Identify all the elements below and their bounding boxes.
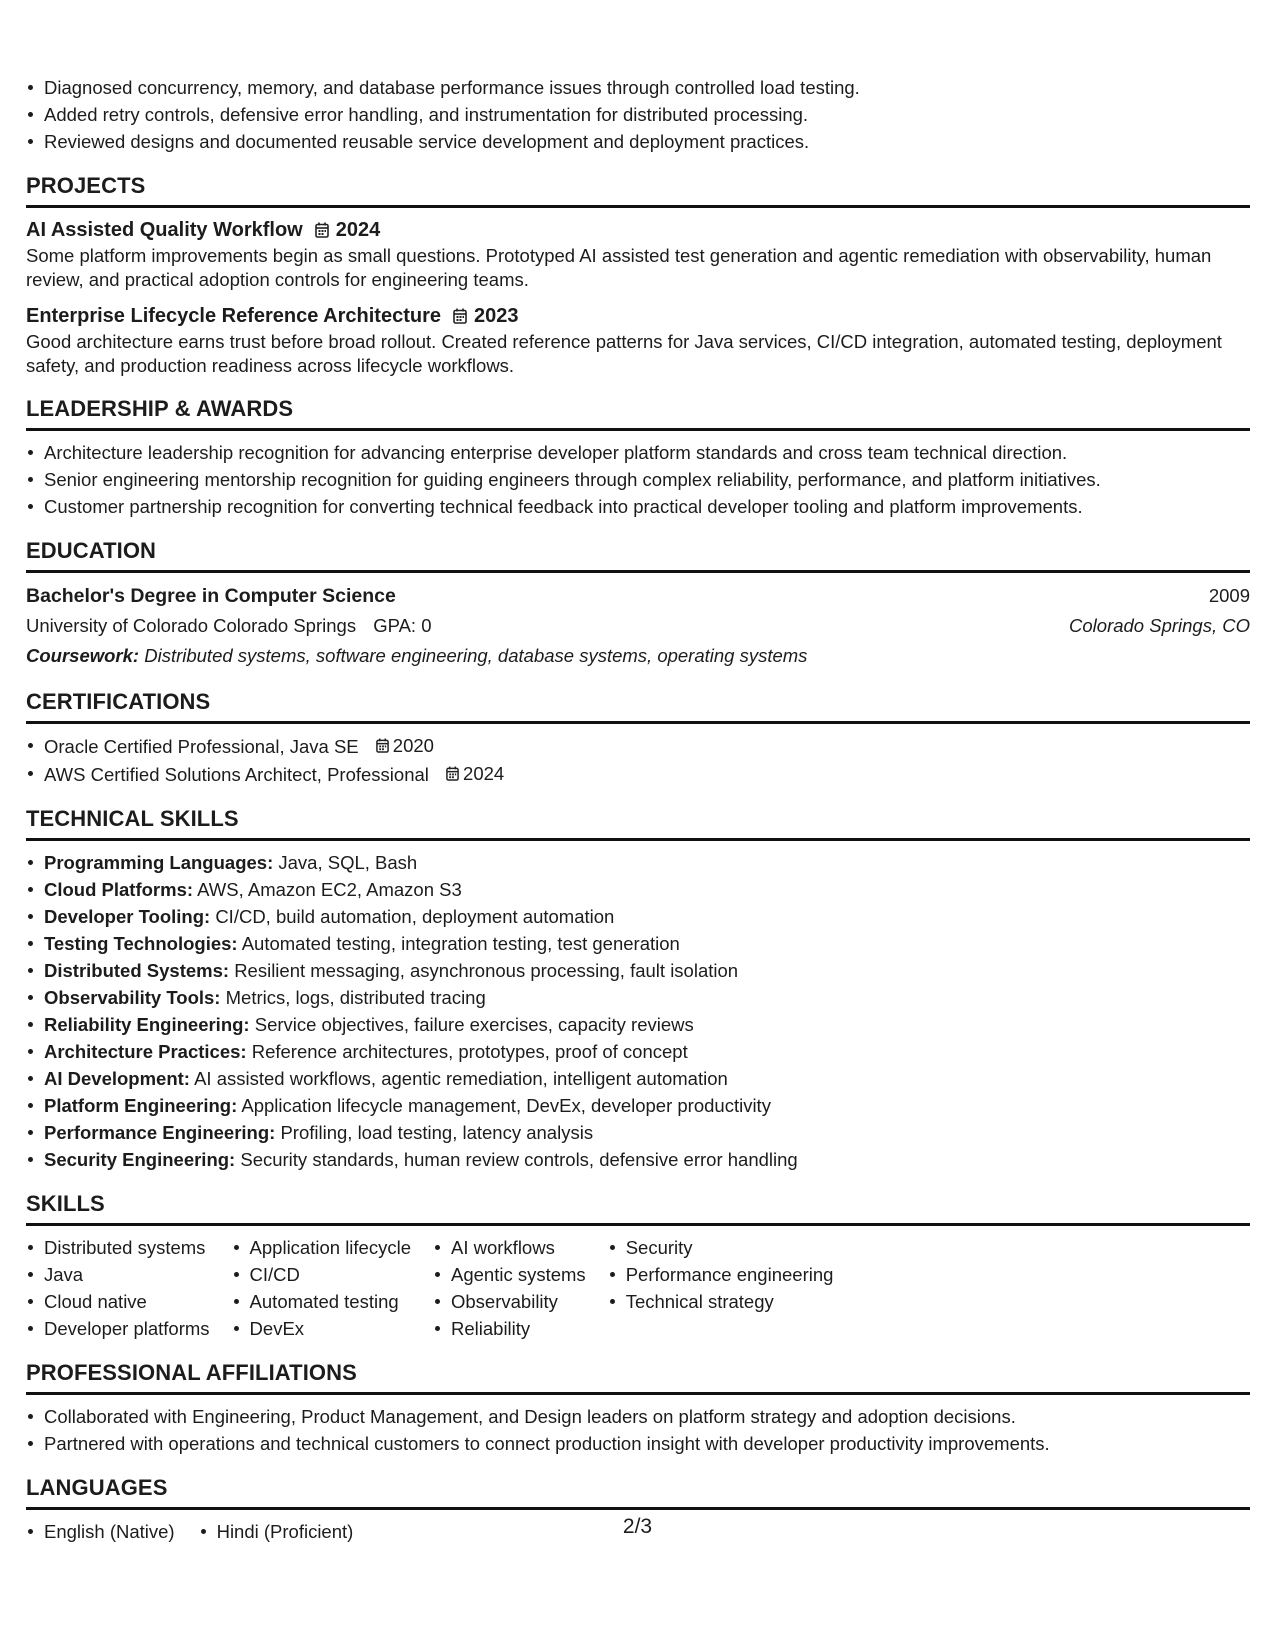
section-title: LANGUAGES bbox=[26, 1473, 1250, 1510]
list-item: Diagnosed concurrency, memory, and database performance issues through controlled load testing. bbox=[26, 74, 1250, 101]
section-title: PROFESSIONAL AFFILIATIONS bbox=[26, 1358, 1250, 1395]
list-item: Collaborated with Engineering, Product Management, and Design leaders on platform strategy and adoption decisions. bbox=[26, 1403, 1250, 1430]
list-item: Added retry controls, defensive error handling, and instrumentation for distributed processing. bbox=[26, 101, 1250, 128]
skill-category: Architecture Practices: bbox=[44, 1041, 247, 1062]
skill-values: Automated testing, integration testing, test generation bbox=[241, 933, 680, 954]
section-title: LEADERSHIP & AWARDS bbox=[26, 394, 1250, 431]
skill-category: AI Development: bbox=[44, 1068, 190, 1089]
list-item: Senior engineering mentorship recognition for guiding engineers through complex reliability, performance, and platform initiatives. bbox=[26, 466, 1250, 493]
list-item: Reviewed designs and documented reusable service development and deployment practices. bbox=[26, 128, 1250, 155]
page-number: 2/3 bbox=[622, 1515, 653, 1538]
calendar-icon bbox=[453, 308, 467, 324]
list-item bbox=[26, 1065, 1250, 1092]
gpa: GPA: 0 bbox=[373, 615, 432, 636]
calendar-icon bbox=[446, 766, 459, 781]
list-item: Cloud native bbox=[26, 1288, 210, 1315]
list-item: Technical strategy bbox=[608, 1288, 834, 1315]
certification-year: 2024 bbox=[463, 763, 505, 784]
skills-section bbox=[26, 1189, 1250, 1342]
list-item bbox=[26, 1092, 1250, 1119]
technical-skills-section bbox=[26, 804, 1250, 1173]
calendar-icon bbox=[376, 738, 389, 753]
calendar-icon bbox=[315, 222, 329, 238]
projects-section bbox=[26, 171, 1250, 378]
list-item: Security bbox=[608, 1234, 834, 1261]
section-title: TECHNICAL SKILLS bbox=[26, 804, 1250, 841]
list-item: AI workflows bbox=[433, 1234, 586, 1261]
skill-values: Application lifecycle management, DevEx, developer productivity bbox=[241, 1095, 771, 1116]
skill-values: Java, SQL, Bash bbox=[278, 852, 418, 873]
skill-category: Testing Technologies: bbox=[44, 933, 238, 954]
skill-values: Security standards, human review controls, defensive error handling bbox=[240, 1149, 798, 1170]
list-item: DevEx bbox=[232, 1315, 411, 1342]
list-item: Partnered with operations and technical customers to connect production insight with developer productivity improvements. bbox=[26, 1430, 1250, 1457]
skill-category: Distributed Systems: bbox=[44, 960, 230, 981]
skill-category: Security Engineering: bbox=[44, 1149, 236, 1170]
list-item: CI/CD bbox=[232, 1261, 411, 1288]
list-item: Reliability bbox=[433, 1315, 586, 1342]
list-item: Agentic systems bbox=[433, 1261, 586, 1288]
resume-page bbox=[26, 74, 1250, 1545]
project-year: 2023 bbox=[474, 305, 519, 327]
coursework-label: Coursework: bbox=[26, 645, 140, 666]
list-item bbox=[26, 930, 1250, 957]
list-item: Customer partnership recognition for converting technical feedback into practical developer tooling and platform improvements. bbox=[26, 493, 1250, 520]
project-description: Good architecture earns trust before broad rollout. Created reference patterns for Java services, CI/CD integration, automated testing, deployment safety, and production readiness across lifecycle workflows. bbox=[26, 331, 1222, 376]
graduation-year: 2009 bbox=[1208, 585, 1250, 606]
project-description: Some platform improvements begin as small questions. Prototyped AI assisted test generation and agentic remediation with observability, human review, and practical adoption controls for engineering teams. bbox=[26, 245, 1212, 290]
skill-category: Programming Languages: bbox=[44, 852, 274, 873]
skills-column bbox=[433, 1234, 586, 1342]
list-item: Architecture leadership recognition for advancing enterprise developer platform standards and cross team technical direction. bbox=[26, 439, 1250, 466]
skill-values: Profiling, load testing, latency analysis bbox=[280, 1122, 594, 1143]
skill-values: Resilient messaging, asynchronous processing, fault isolation bbox=[234, 960, 739, 981]
skill-values: CI/CD, build automation, deployment automation bbox=[215, 906, 615, 927]
skill-category: Platform Engineering: bbox=[44, 1095, 238, 1116]
degree: Bachelor's Degree in Computer Science bbox=[26, 585, 396, 607]
skills-grid bbox=[26, 1234, 1250, 1342]
project-name: AI Assisted Quality Workflow bbox=[26, 219, 303, 241]
affiliations-section bbox=[26, 1358, 1250, 1457]
list-item bbox=[26, 1146, 1250, 1173]
section-title: PROJECTS bbox=[26, 171, 1250, 208]
school-location: Colorado Springs, CO bbox=[1069, 615, 1250, 636]
skill-category: Observability Tools: bbox=[44, 987, 221, 1008]
list-item bbox=[26, 1119, 1250, 1146]
list-item bbox=[26, 984, 1250, 1011]
skill-category: Reliability Engineering: bbox=[44, 1014, 250, 1035]
education-section bbox=[26, 536, 1250, 671]
project-item bbox=[26, 302, 1250, 378]
list-item: Automated testing bbox=[232, 1288, 411, 1315]
certification-name: Oracle Certified Professional, Java SE bbox=[44, 736, 359, 757]
section-title: CERTIFICATIONS bbox=[26, 687, 1250, 724]
skill-category: Performance Engineering: bbox=[44, 1122, 276, 1143]
skill-values: Reference architectures, prototypes, proof of concept bbox=[251, 1041, 688, 1062]
skill-category: Developer Tooling: bbox=[44, 906, 211, 927]
list-item: Hindi (Proficient) bbox=[199, 1518, 354, 1545]
list-item bbox=[26, 876, 1250, 903]
list-item: Distributed systems bbox=[26, 1234, 210, 1261]
skills-column bbox=[26, 1234, 210, 1342]
project-name: Enterprise Lifecycle Reference Architecture bbox=[26, 305, 441, 327]
certification-item bbox=[26, 760, 1250, 788]
list-item: Performance engineering bbox=[608, 1261, 834, 1288]
experience-bullets bbox=[26, 74, 1250, 155]
skills-column bbox=[232, 1234, 411, 1342]
list-item: Application lifecycle bbox=[232, 1234, 411, 1261]
section-title: EDUCATION bbox=[26, 536, 1250, 573]
list-item bbox=[26, 957, 1250, 984]
certification-year: 2020 bbox=[392, 735, 434, 756]
coursework: Distributed systems, software engineering, database systems, operating systems bbox=[144, 645, 808, 666]
leadership-section bbox=[26, 394, 1250, 520]
list-item bbox=[26, 849, 1250, 876]
list-item: Java bbox=[26, 1261, 210, 1288]
skill-category: Cloud Platforms: bbox=[44, 879, 194, 900]
section-title: SKILLS bbox=[26, 1189, 1250, 1226]
list-item bbox=[26, 903, 1250, 930]
skills-column bbox=[608, 1234, 834, 1342]
certifications-section bbox=[26, 687, 1250, 788]
skill-values: AWS, Amazon EC2, Amazon S3 bbox=[197, 879, 462, 900]
list-item bbox=[26, 1038, 1250, 1065]
list-item: Observability bbox=[433, 1288, 586, 1315]
project-item bbox=[26, 216, 1250, 292]
skill-values: AI assisted workflows, agentic remediation, intelligent automation bbox=[194, 1068, 728, 1089]
project-year: 2024 bbox=[335, 219, 381, 241]
skill-values: Metrics, logs, distributed tracing bbox=[225, 987, 486, 1008]
skill-values: Service objectives, failure exercises, capacity reviews bbox=[254, 1014, 694, 1035]
list-item bbox=[26, 1011, 1250, 1038]
certification-name: AWS Certified Solutions Architect, Professional bbox=[44, 764, 429, 785]
school-name: University of Colorado Colorado Springs bbox=[26, 615, 357, 636]
certification-item bbox=[26, 732, 1250, 760]
list-item: English (Native) bbox=[26, 1518, 175, 1545]
list-item: Developer platforms bbox=[26, 1315, 210, 1342]
